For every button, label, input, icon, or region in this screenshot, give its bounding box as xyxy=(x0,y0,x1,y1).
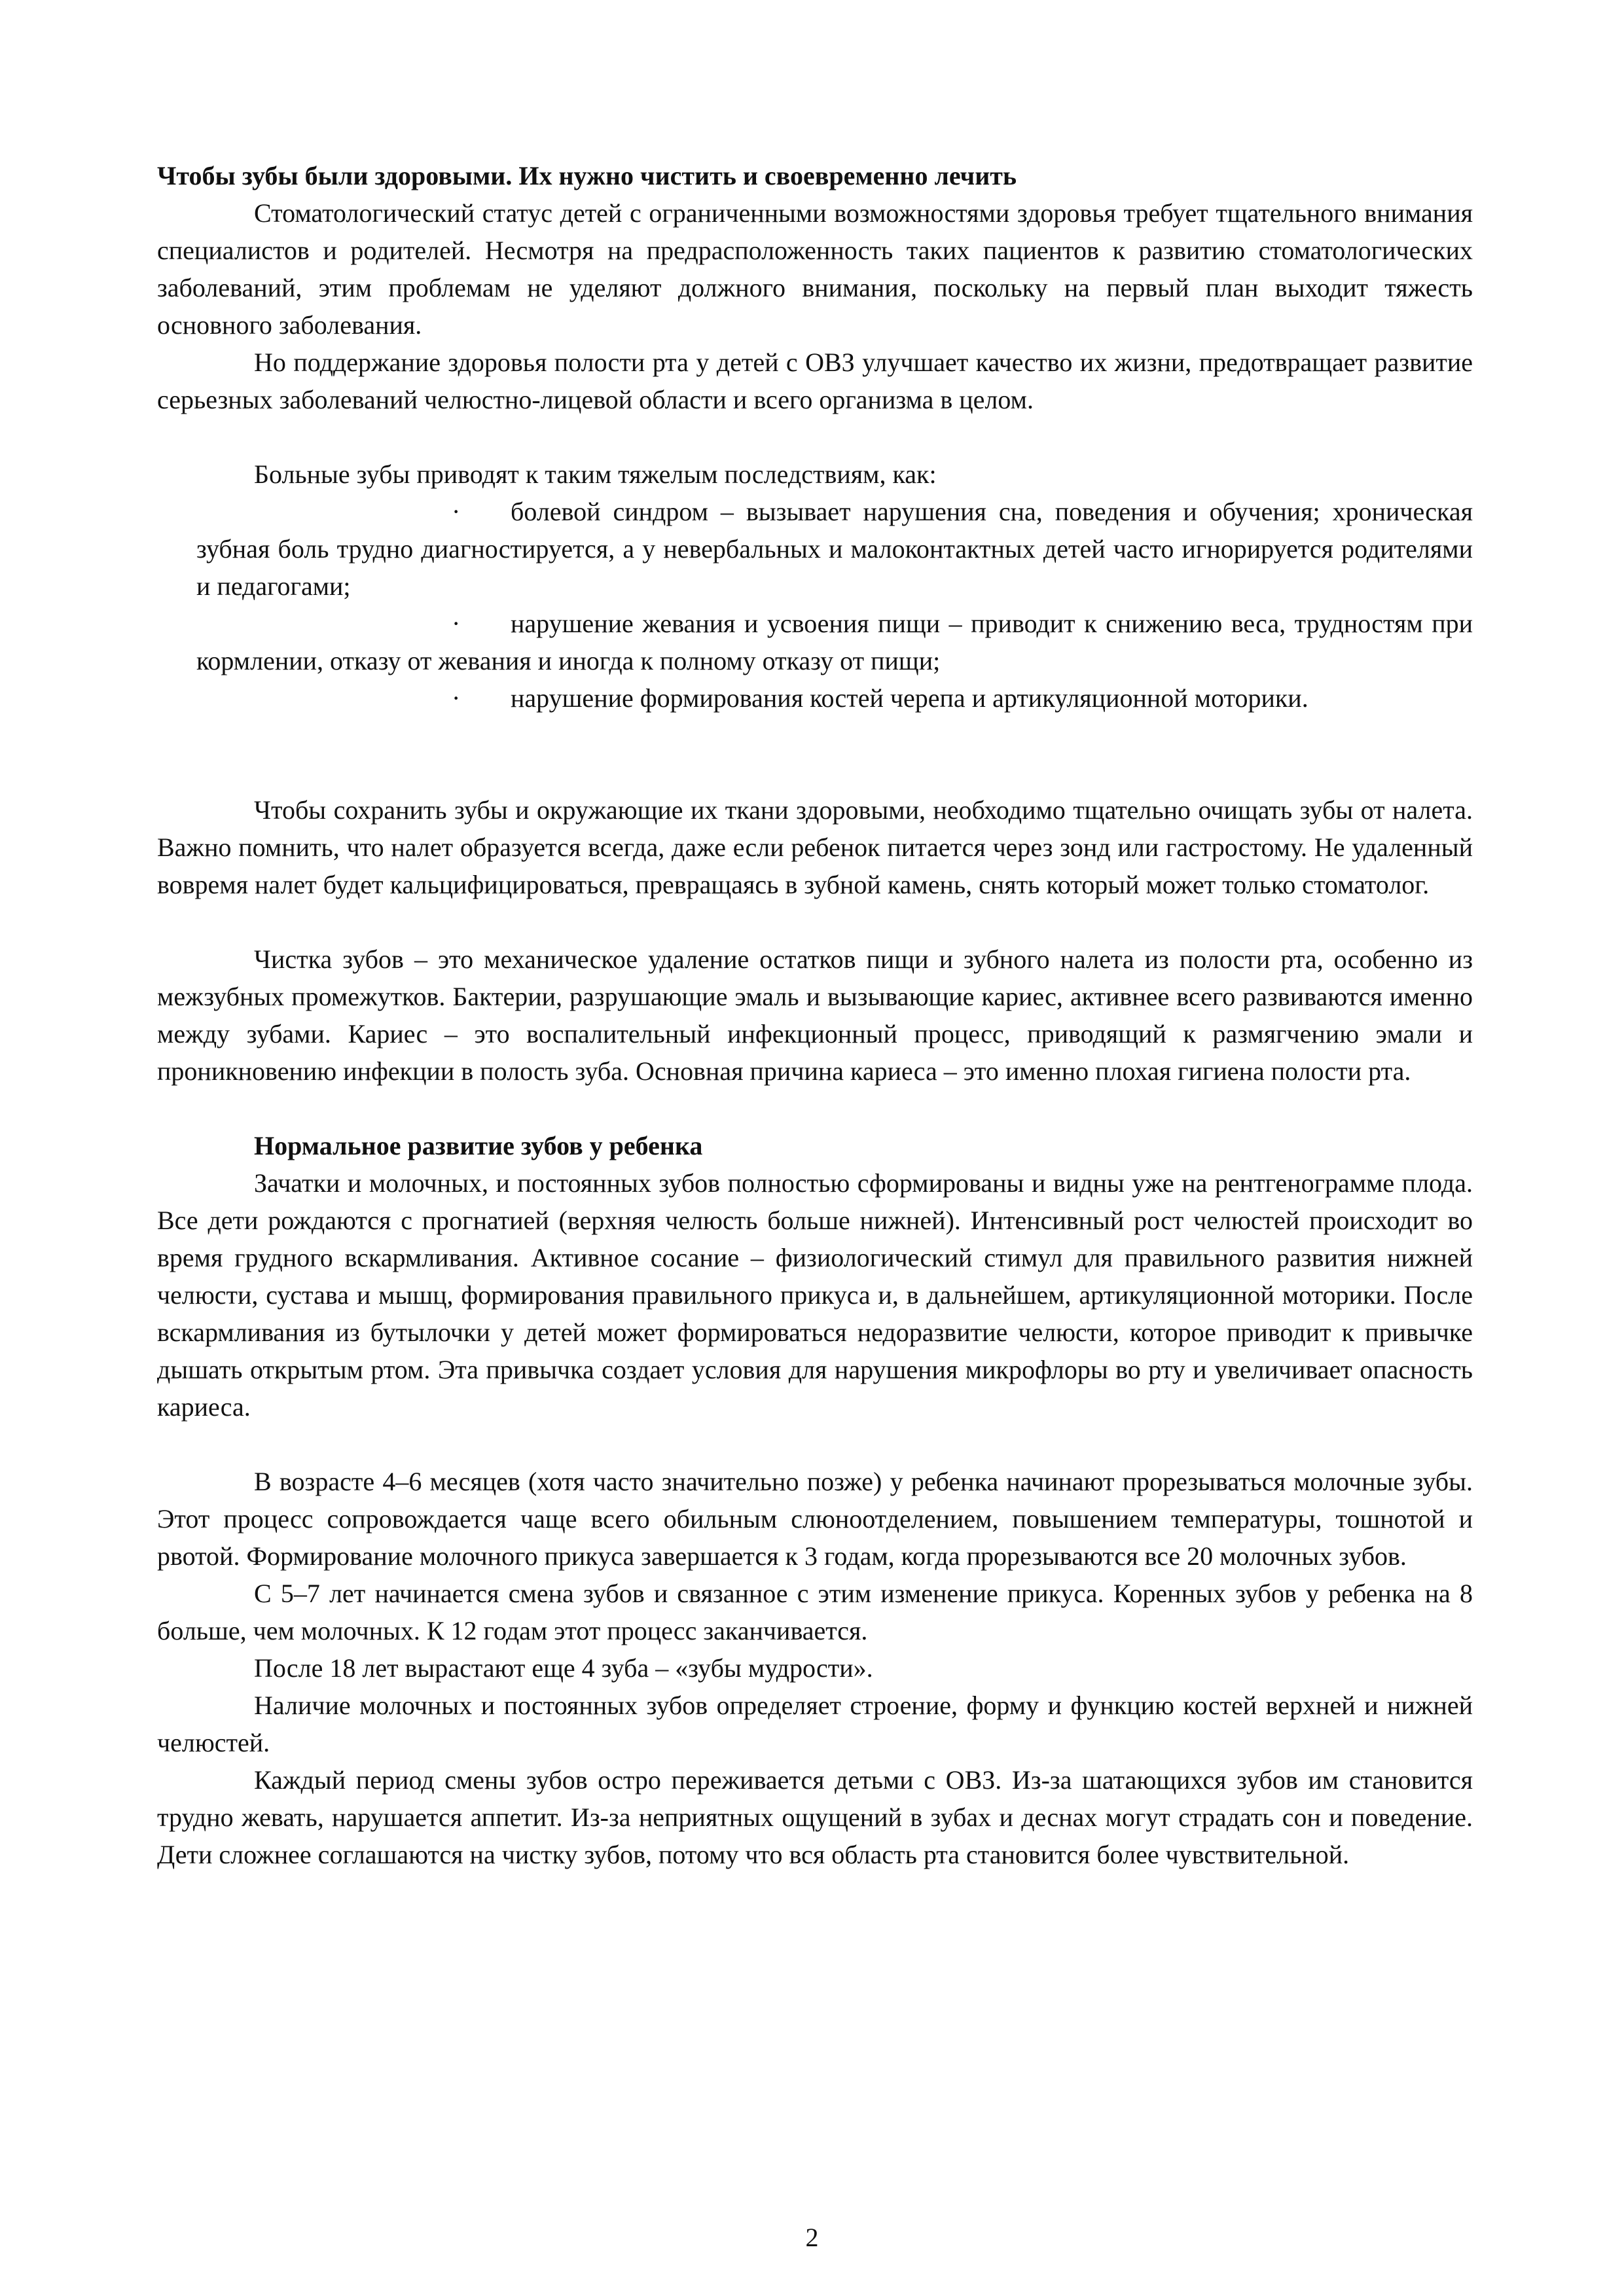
bullet-marker: · xyxy=(452,683,461,713)
document-page xyxy=(157,157,1473,1873)
spacer xyxy=(157,754,1473,791)
paragraph-plaque: Чтобы сохранить зубы и окружающие их ткани здоровыми, необходимо тщательно очищать зубы от налета. Важно помнить, что налет образуется всегда, даже если ребенок питается через зонд или гастростому. Не удаленный вовремя налет будет кальцифицироваться, превращаясь в зубной камень, снять который может только стоматолог. xyxy=(157,795,1473,899)
paragraph-milk-teeth-eruption: В возрасте 4–6 месяцев (хотя часто значительно позже) у ребенка начинают прорезываться молочные зубы. Этот процесс сопровождается чаще всего обильным слюноотделением, повышением температуры, тошнотой и рвотой. Формирование молочного прикуса завершается к 3 годам, когда прорезываются все 20 молочных зубов. xyxy=(157,1467,1473,1571)
list-item-text: болевой синдром – вызывает нарушения сна, поведения и обучения; хроническая зубная боль трудно диагностируется, а у невербальных и малоконтактных детей часто игнорируется родителями и педагогами; xyxy=(196,497,1473,601)
bullet-marker: · xyxy=(452,497,461,526)
page-number: 2 xyxy=(805,2223,819,2252)
paragraph-teeth-change-ovz: Каждый период смены зубов остро переживается детьми с ОВЗ. Из-за шатающихся зубов им становится трудно жевать, нарушается аппетит. Из-за неприятных ощущений в зубах и деснах могут страдать сон и поведение. Дети сложнее соглашаются на чистку зубов, потому что вся область рта становится более чувствительной. xyxy=(157,1765,1473,1869)
paragraph-dental-status: Стоматологический статус детей с ограниченными возможностями здоровья требует тщательного внимания специалистов и родителей. Несмотря на предрасположенность таких пациентов к развитию стоматологических заболеваний, этим проблемам не уделяют должного внимания, поскольку на первый план выходит тяжесть основного заболевания. xyxy=(157,198,1473,340)
paragraph-wisdom-teeth: После 18 лет вырастают еще 4 зуба – «зубы мудрости». xyxy=(254,1653,873,1683)
section-heading-normal-development: Нормальное развитие зубов у ребенка xyxy=(254,1131,703,1160)
list-item-text: нарушение формирования костей черепа и артикуляционной моторики. xyxy=(511,683,1308,713)
spacer xyxy=(157,903,1473,941)
list-item xyxy=(196,493,1473,605)
spacer xyxy=(157,418,1473,456)
paragraph-jaw-structure: Наличие молочных и постоянных зубов определяет строение, форму и функцию костей верхней и нижней челюстей. xyxy=(157,1691,1473,1757)
list-item xyxy=(196,605,1473,679)
spacer xyxy=(157,1090,1473,1127)
spacer xyxy=(157,1426,1473,1463)
paragraph-oral-health-support: Но поддержание здоровья полости рта у детей с ОВЗ улучшает качество их жизни, предотвращает развитие серьезных заболеваний челюстно-лицевой области и всего организма в целом. xyxy=(157,348,1473,414)
bullet-marker: · xyxy=(452,609,461,638)
paragraph-teeth-change: С 5–7 лет начинается смена зубов и связанное с этим изменение прикуса. Коренных зубов у ребенка на 8 больше, чем молочных. К 12 годам этот процесс заканчивается. xyxy=(157,1579,1473,1645)
list-item xyxy=(196,679,1473,717)
spacer xyxy=(157,717,1473,754)
paragraph-brushing-caries: Чистка зубов – это механическое удаление остатков пищи и зубного налета из полости рта, особенно из межзубных промежутков. Бактерии, разрушающие эмаль и вызывающие кариес, активнее всего развиваются именно между зубами. Кариес – это воспалительный инфекционный процесс, приводящий к размягчению эмали и проникновению инфекции в полость зуба. Основная причина кариеса – это именно плохая гигиена полости рта. xyxy=(157,944,1473,1086)
list-intro: Больные зубы приводят к таким тяжелым последствиям, как: xyxy=(254,459,937,489)
paragraph-tooth-germs: Зачатки и молочных, и постоянных зубов полностью сформированы и видны уже на рентгенограмме плода. Все дети рождаются с прогнатией (верхняя челюсть больше нижней). Интенсивный рост челюстей происходит во время грудного вскармливания. Активное сосание – физиологический стимул для правильного развития нижней челюсти, сустава и мышц, формирования правильного прикуса и, в дальнейшем, артикуляционной моторики. После вскармливания из бутылочки у детей может формироваться недоразвитие челюсти, которое приводит к привычке дышать открытым ртом. Эта привычка создает условия для нарушения микрофлоры во рту и увеличивает опасность кариеса. xyxy=(157,1168,1473,1422)
list-item-text: нарушение жевания и усвоения пищи – приводит к снижению веса, трудностям при кормлении, отказу от жевания и иногда к полному отказу от пищи; xyxy=(196,609,1473,675)
section-heading-teeth-health: Чтобы зубы были здоровыми. Их нужно чистить и своевременно лечить xyxy=(157,161,1017,190)
consequences-list xyxy=(157,493,1473,717)
